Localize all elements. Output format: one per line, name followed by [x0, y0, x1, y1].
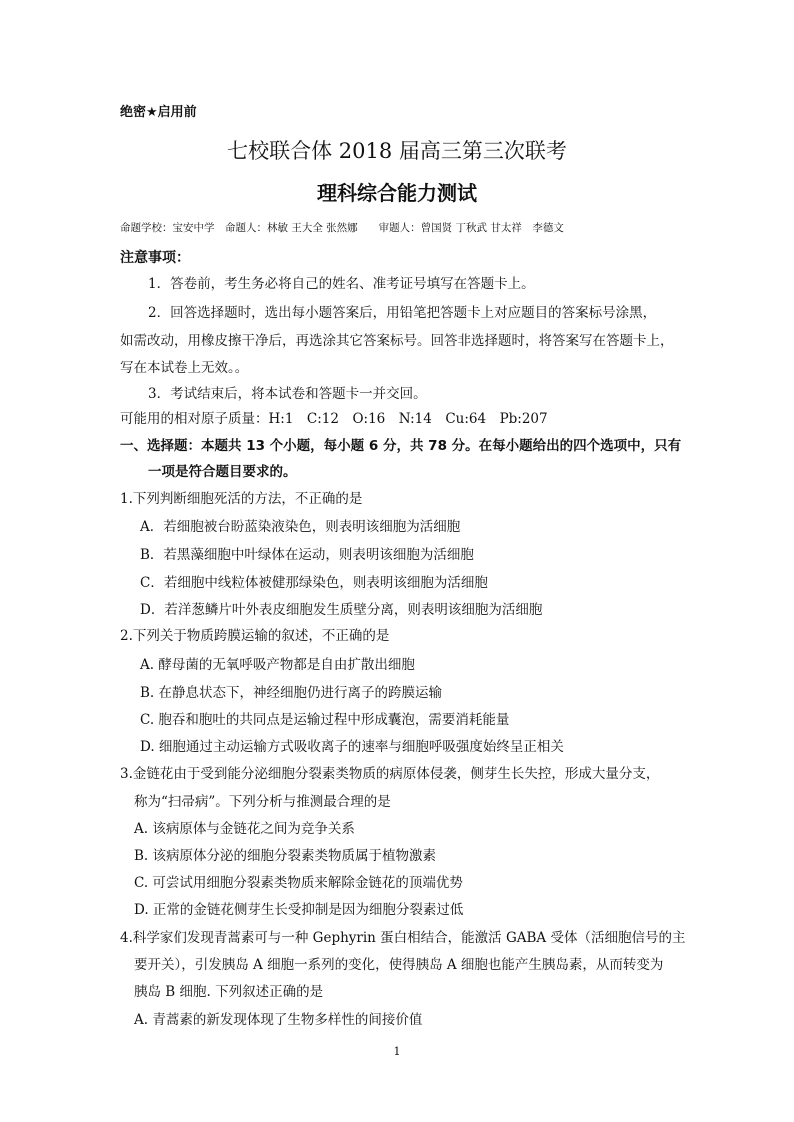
question-stem: 1.下列判断细胞死活的方法，不正确的是	[120, 491, 363, 507]
question-option: A. 该病原体与金链花之间为竞争关系	[134, 821, 355, 837]
question-option: B．若黑藻细胞中叶绿体在运动，则表明该细胞为活细胞	[140, 547, 474, 563]
question-option: B. 在静息状态下，神经细胞仍进行离子的跨膜运输	[140, 685, 443, 701]
question-option: B. 该病原体分泌的细胞分裂素类物质属于植物激素	[134, 848, 437, 864]
secret-mark: 绝密★启用前	[120, 105, 197, 120]
question-option: D. 细胞通过主动运输方式吸收离子的速率与细胞呼吸强度始终呈正相关	[140, 739, 564, 755]
exam-title: 七校联合体 2018 届高三第三次联考	[227, 139, 567, 163]
notice-item: 3．考试结束后，将本试卷和答题卡一并交回。	[148, 386, 427, 402]
page-number: 1	[393, 1045, 401, 1058]
question-stem-cont: 称为“扫帚病”。下列分析与推测最合理的是	[134, 794, 391, 810]
question-stem-cont: 要开关），引发胰岛 A 细胞一系列的变化，使得胰岛 A 细胞也能产生胰岛素，从而转变为	[134, 957, 664, 973]
question-option: D. 正常的金链花侧芽生长受抑制是因为细胞分裂素过低	[134, 902, 464, 918]
question-option: D．若洋葱鳞片叶外表皮细胞发生质壁分离，则表明该细胞为活细胞	[140, 602, 543, 618]
section-heading-cont: 一项是符合题目要求的。	[148, 464, 297, 480]
exam-subtitle: 理科综合能力测试	[317, 181, 477, 205]
question-stem-cont: 胰岛 B 细胞. 下列叙述正确的是	[134, 984, 324, 1000]
notice-item: 1．答卷前，考生务必将自己的姓名、准考证号填写在答题卡上。	[148, 276, 535, 292]
question-stem: 4.科学家们发现青蒿素可与一种 Gephyrin 蛋白相结合，能激活 GABA 受体（活细胞信号的主	[120, 930, 686, 946]
question-stem: 2.下列关于物质跨膜运输的叙述，不正确的是	[120, 628, 390, 644]
question-option: C. 可尝试用细胞分裂素类物质来解除金链花的顶端优势	[134, 875, 463, 891]
notice-item: 2．回答选择题时，选出每小题答案后，用铅笔把答题卡上对应题目的答案标号涂黑，	[148, 305, 657, 321]
credits-line: 命题学校：宝安中学 命题人：林敏 王大全 张然娜 审题人：曾国贤 丁秋武 甘太祥 李德文	[120, 222, 564, 234]
notice-item: 写在本试卷上无效。。	[120, 360, 249, 376]
question-option: A. 青蒿素的新发现体现了生物多样性的间接价值	[134, 1012, 423, 1028]
atomic-mass-line: 可能用的相对原子质量：H:1 C:12 O:16 N:14 Cu:64 Pb:207	[120, 411, 548, 427]
question-option: A．若细胞被台盼蓝染液染色，则表明该细胞为活细胞	[140, 519, 461, 535]
question-option: C. 胞吞和胞吐的共同点是运输过程中形成囊泡，需要消耗能量	[140, 712, 510, 728]
question-option: C．若细胞中线粒体被健那绿染色，则表明该细胞为活细胞	[140, 575, 488, 591]
notice-heading: 注意事项：	[120, 250, 190, 266]
question-stem: 3.金链花由于受到能分泌细胞分裂素类物质的病原体侵袭，侧芽生长失控，形成大量分支，	[120, 766, 660, 782]
section-heading: 一、选择题：本题共 13 个小题，每小题 6 分，共 78 分。在每小题给出的四个选项中，只有	[120, 438, 682, 454]
notice-item: 如需改动，用橡皮擦干净后，再选涂其它答案标号。回答非选择题时，将答案写在答题卡上，	[120, 333, 674, 349]
question-option: A. 酵母菌的无氧呼吸产物都是自由扩散出细胞	[140, 657, 415, 673]
